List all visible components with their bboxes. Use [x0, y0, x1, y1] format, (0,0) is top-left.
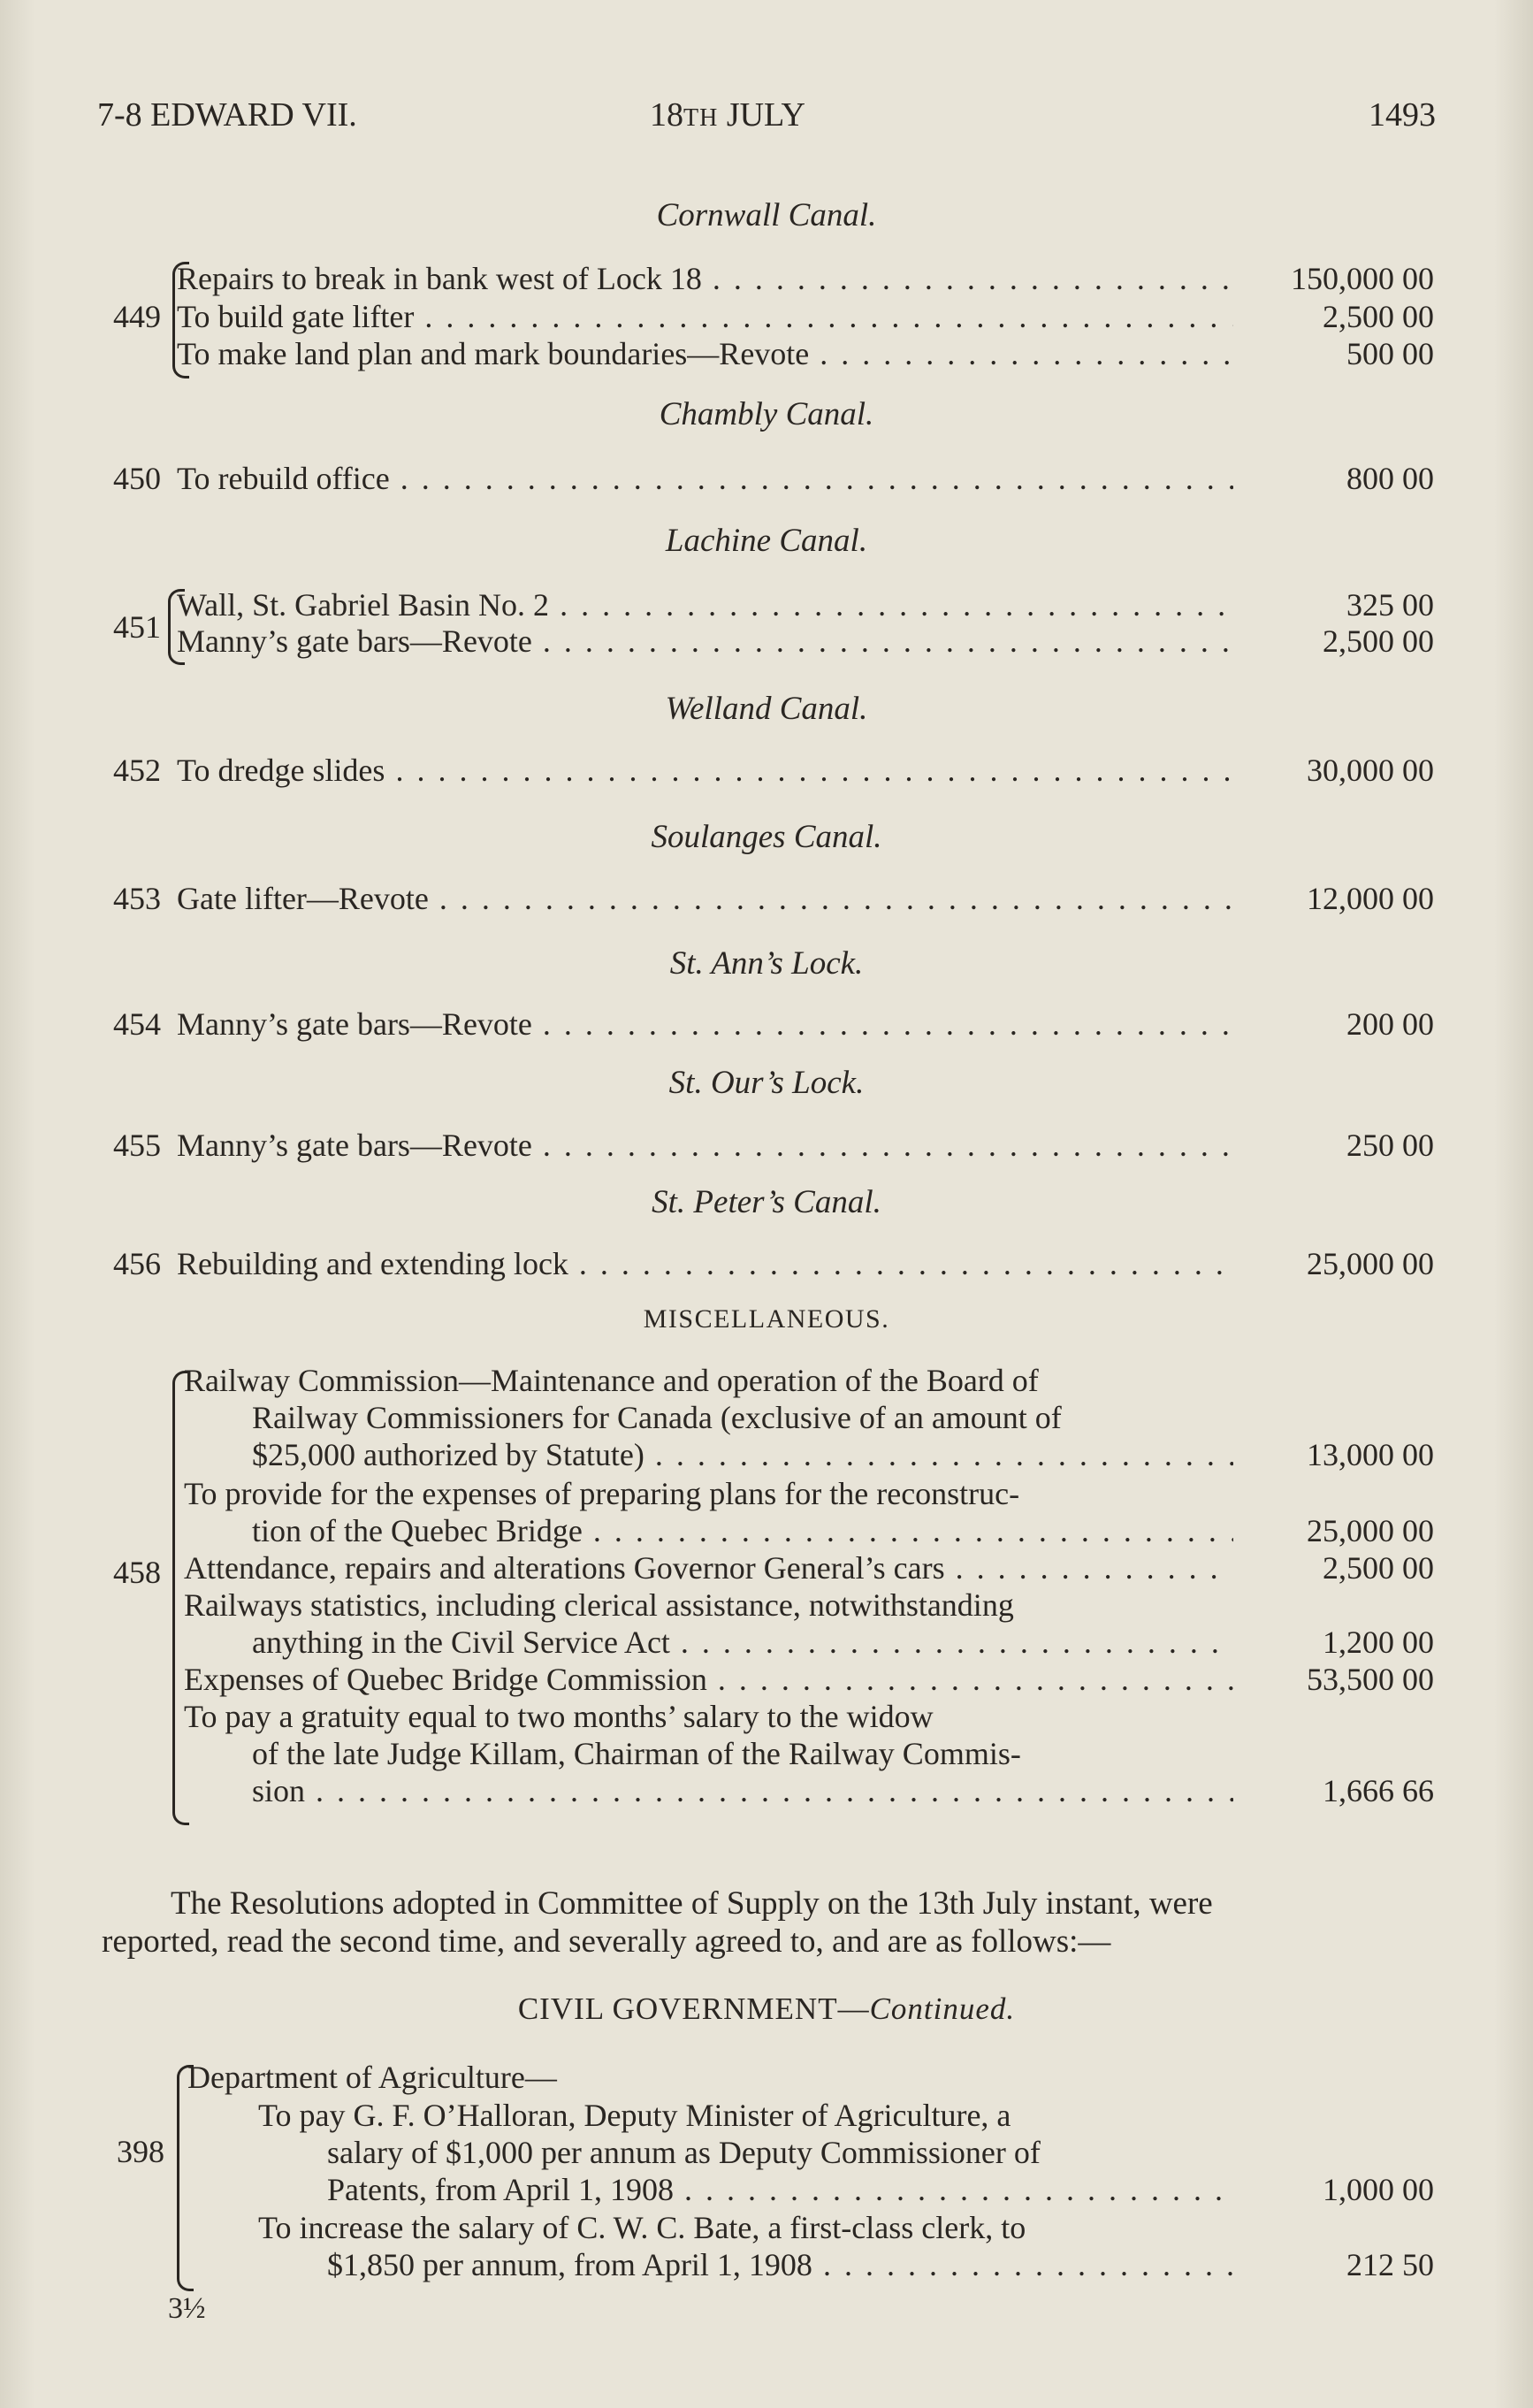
civil-ohalloran-2: salary of $1,000 per annum as Deputy Commissioner of	[327, 2135, 1041, 2170]
civil-government-continued: Continued.	[869, 1991, 1016, 2026]
item-449-land-plan: To make land plan and mark boundaries—Revote . . .	[177, 333, 1233, 374]
amount-449-repairs: 150,000 00	[1291, 261, 1434, 296]
section-title-st-peter: St. Peter’s Canal.	[652, 1184, 881, 1220]
amount-449-land-plan: 500 00	[1346, 336, 1434, 371]
misc-gratuity-1: To pay a gratuity equal to two months’ salary to the widow	[184, 1699, 934, 1734]
amount-railway-commission: 13,000 00	[1307, 1437, 1434, 1472]
resolution-line-2: reported, read the second time, and severally agreed to, and are as follows:—	[102, 1923, 1111, 1960]
brace-398	[177, 2065, 194, 2291]
item-449-gate-lifter: To build gate lifter . . .	[177, 296, 1233, 337]
amount-ohalloran: 1,000 00	[1323, 2172, 1434, 2207]
item-number-452: 452	[113, 753, 161, 788]
misc-quebec-bridge-plans-1: To provide for the expenses of preparing plans for the reconstruc-	[184, 1476, 1020, 1511]
civil-ohalloran-3: Patents, from April 1, 1908 . . .	[327, 2169, 1233, 2210]
misc-quebec-bridge-plans-2: tion of the Quebec Bridge . . .	[252, 1510, 1233, 1551]
amount-449-gate-lifter: 2,500 00	[1323, 299, 1434, 334]
item-451-gate-bars: Manny’s gate bars—Revote . . .	[177, 621, 1233, 661]
item-455-gate-bars: Manny’s gate bars—Revote . . .	[177, 1125, 1233, 1166]
amount-451-wall: 325 00	[1346, 587, 1434, 623]
section-title-lachine: Lachine Canal.	[665, 523, 868, 559]
section-title-st-our: St. Our’s Lock.	[668, 1065, 865, 1101]
section-title-st-ann: St. Ann’s Lock.	[669, 945, 864, 982]
page-number: 1493	[1369, 96, 1436, 134]
signature-mark: 3½	[168, 2292, 206, 2325]
section-title-soulanges: Soulanges Canal.	[651, 819, 882, 855]
item-456-lock: Rebuilding and extending lock . . .	[177, 1243, 1233, 1284]
item-number-456: 456	[113, 1246, 161, 1281]
item-number-451: 451	[113, 609, 161, 645]
item-number-455: 455	[113, 1128, 161, 1163]
amount-railway-statistics: 1,200 00	[1323, 1624, 1434, 1660]
item-450-office: To rebuild office . . .	[177, 458, 1233, 499]
amount-450-office: 800 00	[1346, 461, 1434, 496]
item-number-449: 449	[113, 299, 161, 334]
section-title-miscellaneous: MISCELLANEOUS.	[643, 1304, 890, 1334]
section-title-chambly: Chambly Canal.	[659, 396, 874, 432]
item-number-450: 450	[113, 461, 161, 496]
misc-railway-commission-1: Railway Commission—Maintenance and operation of the Board of	[184, 1363, 1039, 1398]
item-451-wall: Wall, St. Gabriel Basin No. 2 . . .	[177, 585, 1233, 625]
misc-railway-statistics-2: anything in the Civil Service Act . . .	[252, 1622, 1233, 1663]
item-449-repairs: Repairs to break in bank west of Lock 18 . . .	[177, 258, 1233, 299]
misc-railway-commission-3: $25,000 authorized by Statute) . . .	[252, 1434, 1233, 1475]
section-title-welland: Welland Canal.	[665, 691, 868, 727]
item-number-453: 453	[113, 881, 161, 916]
section-title-cornwall: Cornwall Canal.	[656, 197, 877, 233]
amount-452-dredge: 30,000 00	[1307, 753, 1434, 788]
amount-bridge-commission: 53,500 00	[1307, 1662, 1434, 1697]
item-453-gate-lifter: Gate lifter—Revote . . .	[177, 878, 1233, 919]
header-date	[650, 96, 805, 134]
amount-bate: 212 50	[1346, 2247, 1434, 2282]
regnal-year: 7-8 EDWARD VII.	[97, 96, 357, 134]
resolution-line-1: The Resolutions adopted in Committee of Supply on the 13th July instant, were	[171, 1885, 1213, 1922]
header-day: 18	[650, 96, 683, 134]
civil-bate-1: To increase the salary of C. W. C. Bate, a first-class clerk, to	[258, 2210, 1026, 2245]
amount-gratuity: 1,666 66	[1323, 1773, 1434, 1808]
item-number-454: 454	[113, 1006, 161, 1042]
misc-railway-statistics-1: Railways statistics, including clerical assistance, notwithstanding	[184, 1587, 1014, 1623]
section-title-civil-government	[0, 1991, 1533, 2027]
misc-gratuity-3: sion . . .	[252, 1770, 1233, 1811]
page-header	[97, 96, 1436, 140]
civil-ohalloran-1: To pay G. F. O’Halloran, Deputy Minister of Agriculture, a	[258, 2098, 1011, 2133]
misc-governor-cars: Attendance, repairs and alterations Governor General’s cars . . .	[184, 1548, 1233, 1588]
header-month: JULY	[726, 96, 805, 134]
misc-gratuity-2: of the late Judge Killam, Chairman of the Railway Commis-	[252, 1736, 1021, 1771]
civil-government-label: CIVIL GOVERNMENT—	[517, 1991, 870, 2026]
amount-451-gate-bars: 2,500 00	[1323, 623, 1434, 659]
item-number-458: 458	[113, 1555, 161, 1590]
amount-governor-cars: 2,500 00	[1323, 1550, 1434, 1586]
item-452-dredge: To dredge slides . . .	[177, 750, 1233, 791]
misc-railway-commission-2: Railway Commissioners for Canada (exclusive of an amount of	[252, 1400, 1062, 1435]
amount-455-gate-bars: 250 00	[1346, 1128, 1434, 1163]
amount-456-lock: 25,000 00	[1307, 1246, 1434, 1281]
civil-bate-2: $1,850 per annum, from April 1, 1908 . . .	[327, 2244, 1233, 2285]
civil-department-agriculture: Department of Agriculture—	[187, 2060, 557, 2095]
amount-453-gate-lifter: 12,000 00	[1307, 881, 1434, 916]
amount-quebec-bridge-plans: 25,000 00	[1307, 1513, 1434, 1548]
misc-bridge-commission: Expenses of Quebec Bridge Commission . . .	[184, 1659, 1233, 1700]
header-day-suffix: TH	[683, 104, 719, 132]
item-454-gate-bars: Manny’s gate bars—Revote . . .	[177, 1004, 1233, 1044]
amount-454-gate-bars: 200 00	[1346, 1006, 1434, 1042]
item-number-398: 398	[117, 2134, 164, 2169]
